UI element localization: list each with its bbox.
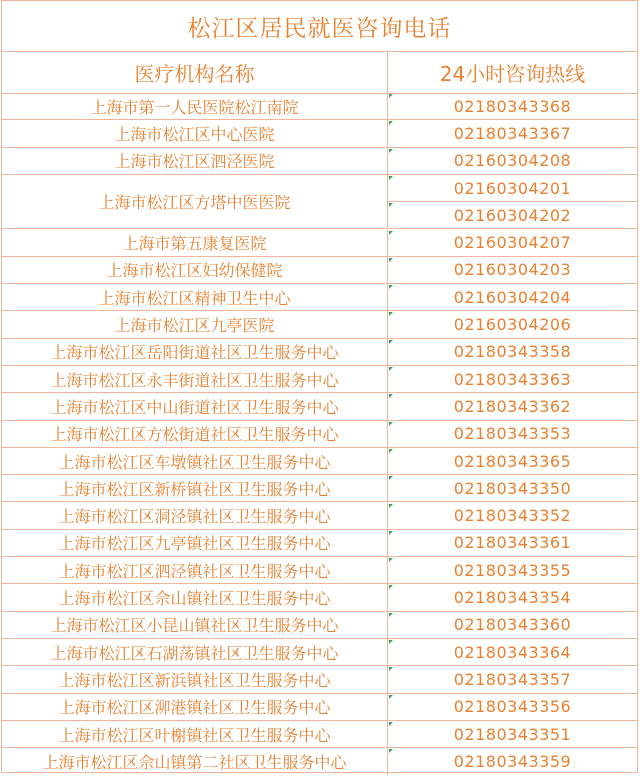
hotline-cell: 02160304203 [388, 257, 637, 284]
org-name-cell: 上海市松江区精神卫生中心 [2, 284, 388, 311]
org-name-cell: 上海市松江区叶榭镇社区卫生服务中心 [2, 721, 388, 748]
org-name-cell: 上海市松江区泗泾镇社区卫生服务中心 [2, 557, 388, 584]
cell-note-marker [389, 531, 393, 535]
org-name-cell: 上海市松江区洞泾镇社区卫生服务中心 [2, 503, 388, 530]
hotline-cell: 02180343358 [388, 339, 637, 366]
cell-note-marker [389, 149, 393, 153]
hotline-cell: 02160304207 [388, 230, 637, 257]
hotline-cell: 02160304206 [388, 311, 637, 338]
hotline-cell: 02180343360 [388, 612, 637, 639]
cell-note-marker [389, 231, 393, 235]
org-name-cell: 上海市松江区新桥镇社区卫生服务中心 [2, 475, 388, 502]
cell-note-marker [389, 449, 393, 453]
hotline-cell: 02180343367 [388, 120, 637, 147]
hotline-cell: 02160304201 [388, 175, 637, 202]
column-header-organization: 医疗机构名称 [2, 51, 388, 94]
hotline-cell: 02180343350 [388, 475, 637, 502]
cell-note-marker [389, 558, 393, 562]
org-name-cell: 上海市松江区方松街道社区卫生服务中心 [2, 421, 388, 448]
cell-note-marker [389, 613, 393, 617]
cell-note-marker [389, 121, 393, 125]
hotline-cell: 02160304204 [388, 284, 637, 311]
cell-note-marker [389, 749, 393, 753]
org-name-cell: 上海市松江区佘山镇第二社区卫生服务中心 [2, 748, 388, 775]
cell-note-marker [389, 285, 393, 289]
hotline-cell: 02180343368 [388, 93, 637, 120]
org-name-cell: 上海市松江区泖港镇社区卫生服务中心 [2, 694, 388, 721]
cell-note-marker [389, 476, 393, 480]
org-name-cell: 上海市松江区泗泾医院 [2, 148, 388, 175]
org-name-cell: 上海市松江区车墩镇社区卫生服务中心 [2, 448, 388, 475]
org-name-cell: 上海市松江区永丰街道社区卫生服务中心 [2, 366, 388, 393]
table-title: 松江区居民就医咨询电话 [2, 1, 637, 52]
cell-note-marker [389, 258, 393, 262]
column-header-hotline: 24小时咨询热线 [388, 51, 637, 94]
cell-note-marker [389, 422, 393, 426]
org-name-cell: 上海市松江区岳阳街道社区卫生服务中心 [2, 339, 388, 366]
cell-note-marker [389, 176, 393, 180]
org-name-cell: 上海市松江区佘山镇社区卫生服务中心 [2, 584, 388, 611]
hotline-cell: 02180343362 [388, 393, 637, 420]
cell-note-marker [389, 312, 393, 316]
hotline-cell: 02180343355 [388, 557, 637, 584]
cell-note-marker [389, 203, 393, 207]
hotline-cell: 02180343363 [388, 366, 637, 393]
cell-note-marker [389, 340, 393, 344]
hotline-cell: 02180343356 [388, 694, 637, 721]
hotline-cell: 02180343364 [388, 639, 637, 666]
org-name-cell: 上海市松江区新浜镇社区卫生服务中心 [2, 666, 388, 693]
cell-note-marker [389, 585, 393, 589]
org-name-cell: 上海市第一人民医院松江南院 [2, 93, 388, 120]
cell-note-marker [389, 394, 393, 398]
org-name-cell: 上海市第五康复医院 [2, 230, 388, 257]
cell-note-marker [389, 722, 393, 726]
hotline-cell: 02180343365 [388, 448, 637, 475]
org-name-cell: 上海市松江区小昆山镇社区卫生服务中心 [2, 612, 388, 639]
org-name-cell: 上海市松江区九亭医院 [2, 311, 388, 338]
org-name-cell: 上海市松江区中山街道社区卫生服务中心 [2, 393, 388, 420]
cell-note-marker [389, 504, 393, 508]
cell-note-marker [389, 94, 393, 98]
org-name-cell: 上海市松江区石湖荡镇社区卫生服务中心 [2, 639, 388, 666]
hotline-cell: 02160304202 [388, 202, 637, 229]
cell-note-marker [389, 640, 393, 644]
cell-note-marker [389, 695, 393, 699]
hotline-table [1, 0, 638, 773]
hotline-cell: 02180343357 [388, 666, 637, 693]
org-name-cell: 上海市松江区妇幼保健院 [2, 257, 388, 284]
hotline-cell: 02180343354 [388, 584, 637, 611]
hotline-cell: 02180343359 [453, 752, 572, 772]
cell-note-marker [389, 667, 393, 671]
hotline-cell: 02180343351 [388, 721, 637, 748]
org-name-cell: 上海市松江区方塔中医医院 [2, 175, 388, 230]
hotline-cell: 02180343353 [388, 421, 637, 448]
cell-note-marker [389, 367, 393, 371]
hotline-cell: 02180343352 [388, 503, 637, 530]
org-name-cell: 上海市松江区中心医院 [2, 120, 388, 147]
hotline-cell: 02160304208 [388, 148, 637, 175]
org-name-cell: 上海市松江区九亭镇社区卫生服务中心 [2, 530, 388, 557]
hotline-cell: 02180343361 [388, 530, 637, 557]
